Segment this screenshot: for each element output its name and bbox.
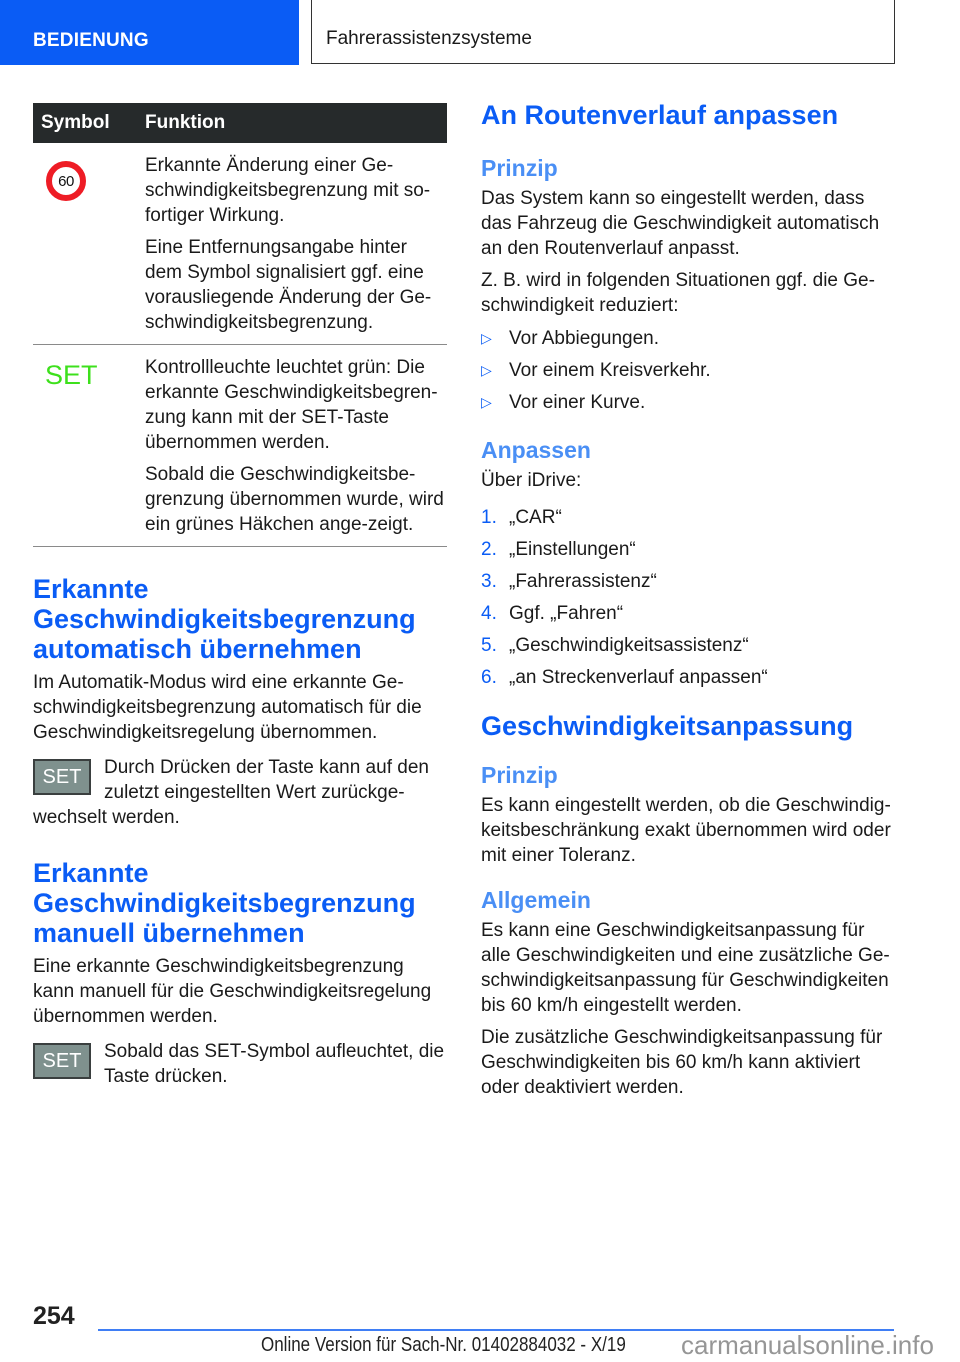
subheading-prinzip: Prinzip bbox=[481, 155, 558, 181]
heading-auto-adopt: Erkannte Geschwindigkeitsbegrenzung automatisch übernehmen bbox=[33, 574, 416, 664]
step-item bbox=[481, 665, 895, 690]
watermark: carmanualsonline.info bbox=[681, 1330, 934, 1360]
step-number: 3. bbox=[481, 571, 497, 592]
list-item-text: Vor Abbiegungen. bbox=[509, 328, 660, 349]
set-button-label: SET bbox=[42, 765, 82, 788]
anpassen-intro: Über iDrive: bbox=[481, 470, 582, 491]
set-button-icon bbox=[33, 759, 91, 795]
step-text: „Geschwindigkeitsassistenz“ bbox=[509, 635, 749, 656]
allgemein-body: Die zusätzliche Geschwindigkeitsanpassung für Geschwindigkeiten bis 60 km/h kann aktiviert oder deaktiviert werden. bbox=[481, 1027, 883, 1098]
speed-limit-value: 60 bbox=[58, 172, 74, 190]
symbol-cell bbox=[33, 345, 143, 547]
auto-adopt-body: Im Automatik-Modus wird eine erkannte Ge-schwindigkeitsbegrenzung automatisch für die Geschwindigkeitsregelung übernommen. bbox=[33, 672, 422, 743]
heading-speed-adaptation: Geschwindigkeitsanpassung bbox=[481, 711, 854, 741]
step-number: 1. bbox=[481, 507, 497, 528]
triangle-bullet-icon: ▷ bbox=[481, 362, 492, 378]
symbol-table bbox=[33, 103, 447, 547]
function-cell bbox=[143, 143, 447, 345]
set-button-icon bbox=[33, 1043, 91, 1079]
adaptation-prinzip-body: Es kann eingestellt werden, ob die Geschwindig-keitsbeschränkung exakt übernommen wird oder mit einer Toleranz. bbox=[481, 795, 891, 866]
column-header-symbol: Symbol bbox=[33, 103, 143, 143]
function-text: Erkannte Änderung einer Ge-schwindigkeitsbegrenzung mit so-fortiger Wirkung. bbox=[145, 155, 431, 226]
subheading-anpassen: Anpassen bbox=[481, 437, 591, 463]
set-button-description: Sobald das SET-Symbol aufleuchtet, die Taste drücken. bbox=[104, 1041, 445, 1087]
list-item bbox=[481, 326, 895, 351]
step-item bbox=[481, 537, 895, 562]
set-button-description: Durch Drücken der Taste kann auf den zuletzt eingestellten Wert zurückge-wechselt werden. bbox=[33, 757, 429, 828]
table-row bbox=[33, 143, 447, 345]
list-item-text: Vor einem Kreisverkehr. bbox=[509, 360, 711, 381]
step-text: „Fahrerassistenz“ bbox=[509, 571, 657, 592]
list-item bbox=[481, 358, 895, 383]
step-item bbox=[481, 633, 895, 658]
step-number: 4. bbox=[481, 603, 497, 624]
chapter-title: Fahrerassistenzsysteme bbox=[326, 28, 532, 49]
triangle-bullet-icon: ▷ bbox=[481, 394, 492, 410]
subheading-allgemein: Allgemein bbox=[481, 887, 591, 913]
function-text: Eine Entfernungsangabe hinter dem Symbol signalisiert ggf. eine vorausliegende Änderung der Ge-schwindigkeitsbegrenzung. bbox=[145, 237, 432, 333]
allgemein-body: Es kann eine Geschwindigkeitsanpassung für alle Geschwindigkeiten und eine zusätzliche Ge-schwindigkeitsanpassung für Geschwindigkeiten bis 60 km/h eingestellt werden. bbox=[481, 920, 890, 1016]
set-button-note bbox=[33, 755, 447, 830]
step-text: „Einstellungen“ bbox=[509, 539, 636, 560]
set-button-label: SET bbox=[42, 1049, 82, 1072]
list-item bbox=[481, 390, 895, 415]
route-prinzip-body: Das System kann so eingestellt werden, dass das Fahrzeug die Geschwindigkeit automatisch an den Routenverlauf anpasst. bbox=[481, 188, 880, 259]
step-item bbox=[481, 569, 895, 594]
step-item bbox=[481, 505, 895, 530]
route-prinzip-body: Z. B. wird in folgenden Situationen ggf. die Ge-schwindigkeit reduziert: bbox=[481, 270, 875, 316]
footer-edition: Online Version für Sach-Nr. 01402884032 - X/19 bbox=[261, 1334, 626, 1356]
step-text: „CAR“ bbox=[509, 507, 562, 528]
step-text: Ggf. „Fahren“ bbox=[509, 603, 624, 624]
manual-adopt-body: Eine erkannte Geschwindigkeitsbegrenzung kann manuell für die Geschwindigkeitsregelung übernommen werden. bbox=[33, 956, 432, 1027]
header-section-tab bbox=[0, 0, 299, 65]
table-row bbox=[33, 345, 447, 547]
set-button-note bbox=[33, 1039, 447, 1089]
idrive-steps bbox=[481, 505, 895, 690]
step-number: 6. bbox=[481, 667, 497, 688]
table-header-row bbox=[33, 103, 447, 143]
symbol-cell bbox=[33, 143, 143, 345]
triangle-bullet-icon: ▷ bbox=[481, 330, 492, 346]
header-chapter-tab bbox=[311, 0, 895, 64]
step-number: 5. bbox=[481, 635, 497, 656]
speed-limit-60-sign-icon bbox=[46, 161, 86, 201]
right-column bbox=[481, 100, 895, 1100]
set-green-indicator-icon: SET bbox=[45, 360, 98, 390]
heading-route-adapt: An Routenverlauf anpassen bbox=[481, 100, 839, 130]
function-text: Kontrollleuchte leuchtet grün: Die erkannte Geschwindigkeitsbegren-zung kann mit der SET-Taste übernommen werden. bbox=[145, 357, 438, 453]
function-cell bbox=[143, 345, 447, 547]
heading-manual-adopt: Erkannte Geschwindigkeitsbegrenzung manuell übernehmen bbox=[33, 858, 416, 948]
step-text: „an Streckenverlauf anpassen“ bbox=[509, 667, 768, 688]
step-number: 2. bbox=[481, 539, 497, 560]
left-column bbox=[33, 103, 447, 1089]
subheading-prinzip: Prinzip bbox=[481, 762, 558, 788]
section-title: BEDIENUNG bbox=[33, 30, 149, 51]
function-text: Sobald die Geschwindigkeitsbe-grenzung übernommen wurde, wird ein grünes Häkchen ange-zeigt. bbox=[145, 464, 444, 535]
situation-list bbox=[481, 326, 895, 415]
step-item bbox=[481, 601, 895, 626]
list-item-text: Vor einer Kurve. bbox=[509, 392, 646, 413]
column-header-funktion: Funktion bbox=[143, 103, 447, 143]
page-number: 254 bbox=[33, 1302, 75, 1330]
